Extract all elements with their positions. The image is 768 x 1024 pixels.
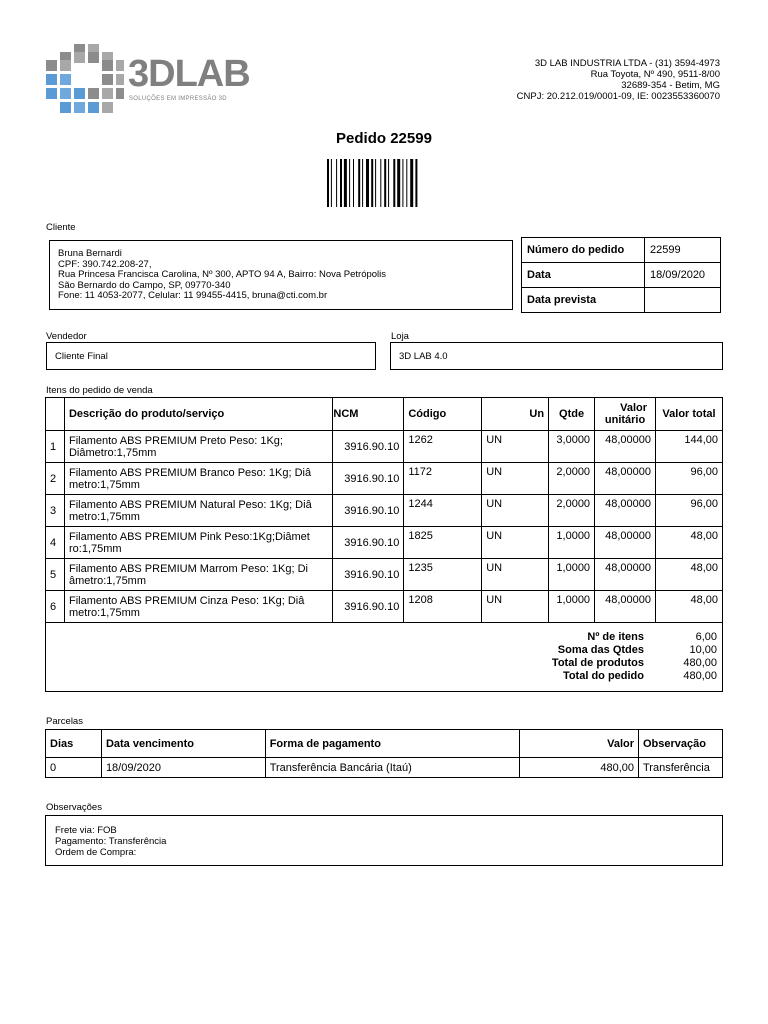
order-number-label: Número do pedido [522,238,645,263]
item-code: 1208 [404,591,482,623]
installment-value: 480,00 [520,758,639,778]
totals-qty-value: 10,00 [689,644,717,656]
installment-method: Transferência Bancária (Itaú) [265,758,520,778]
col-value: Valor [520,730,639,758]
item-unit: UN [482,495,549,527]
logo-cube [116,88,124,99]
col-qty: Qtde [549,398,595,431]
barcode-bar [393,159,395,207]
item-number: 2 [46,463,65,495]
item-description-line1: Filamento ABS PREMIUM Pink Peso:1Kg;Diâmet [68,530,310,543]
totals-count-row [417,631,717,644]
page-title: Pedido 22599 [336,130,432,147]
item-description [64,527,332,559]
installments-table [45,729,723,778]
logo-cube [74,88,85,99]
barcode-image [327,159,440,207]
client-name: Bruna Bernardi [58,248,122,259]
item-qty: 1,0000 [549,559,595,591]
items-label: Itens do pedido de venda [46,385,153,396]
item-total: 96,00 [656,463,723,495]
seller-value: Cliente Final [55,351,108,362]
installment-row [46,758,723,778]
logo-cube [116,74,124,85]
item-unit: UN [482,591,549,623]
col-description-label: Descrição do produto/serviço [68,408,225,420]
totals-products-row [417,657,717,670]
item-description [64,591,332,623]
item-row [46,591,723,623]
installments-label: Parcelas [46,716,83,727]
item-ncm: 3916.90.10 [333,463,404,495]
logo-cube [88,88,99,99]
client-label: Cliente [46,222,76,233]
item-code: 1235 [404,559,482,591]
item-description-line1: Filamento ABS PREMIUM Preto Peso: 1Kg; [68,434,283,447]
barcode-bar [415,159,417,207]
item-qty: 2,0000 [549,495,595,527]
item-description [64,431,332,463]
item-number: 4 [46,527,65,559]
logo-cube [46,74,57,85]
logo-cube [102,102,113,113]
logo-cube [88,52,99,63]
order-date-value: 18/09/2020 [645,263,721,288]
item-unit: UN [482,431,549,463]
item-total: 48,00 [656,559,723,591]
item-number: 3 [46,495,65,527]
barcode-bar [371,159,373,207]
item-number: 6 [46,591,65,623]
totals-box [45,622,723,692]
item-unit-value: 48,00000 [595,559,656,591]
item-total: 48,00 [656,527,723,559]
item-code: 1172 [404,463,482,495]
items-header-row [46,398,723,431]
barcode-bar [406,159,407,207]
order-number-value: 22599 [645,238,721,263]
item-ncm: 3916.90.10 [333,431,404,463]
store-label: Loja [391,331,409,342]
item-qty: 2,0000 [549,463,595,495]
col-un: Un [482,398,549,431]
item-total: 48,00 [656,591,723,623]
col-due-date: Data vencimento [101,730,265,758]
item-description-line1: Filamento ABS PREMIUM Branco Peso: 1Kg; Diâ [68,466,312,479]
client-phone: Fone: 11 4053-2077, Celular: 11 99455-4415, bruna@cti.com.br [58,290,328,301]
notes-line-1: Frete via: FOB [55,825,117,836]
barcode-bar [380,159,381,207]
item-number: 1 [46,431,65,463]
expected-date-value [645,288,721,313]
barcode-bar [344,159,347,207]
totals-products-value: 480,00 [683,657,717,669]
item-row [46,495,723,527]
item-description [64,463,332,495]
item-ncm: 3916.90.10 [333,559,404,591]
logo-cube [60,74,71,85]
item-code: 1262 [404,431,482,463]
col-note: Observação [639,730,723,758]
logo-cube [116,60,124,71]
item-description-line1: Filamento ABS PREMIUM Natural Peso: 1Kg; Diâ [68,498,312,511]
installment-days: 0 [46,758,102,778]
item-qty: 1,0000 [549,527,595,559]
client-cpf: CPF: 390.742.208-27, [58,258,152,270]
totals-qty-row [417,644,717,657]
item-ncm: 3916.90.10 [333,527,404,559]
order-date-label: Data [522,263,645,288]
col-ncm [333,398,404,431]
barcode-bar [388,159,389,207]
client-box [49,240,513,310]
logo-cube [46,60,57,71]
logo-cube [46,88,57,99]
totals-count-label: Nº de itens [587,631,644,643]
item-description-line2: ro:1,75mm [68,542,122,555]
client-address: Rua Princesa Francisca Carolina, Nº 300, APTO 94 A, Bairro: Nova Petrópolis [58,269,387,280]
col-description [64,398,332,431]
logo-tagline: SOLUÇÕES EM IMPRESSÃO 3D [129,96,227,102]
company-line-2: Rua Toyota, Nº 490, 9511-8/00 [590,69,720,80]
installment-due: 18/09/2020 [101,758,265,778]
item-description-line2: metro:1,75mm [68,478,140,491]
installment-note: Transferência [639,758,723,778]
col-unit-value-line2: unitário [604,414,646,426]
item-unit-value: 48,00000 [595,527,656,559]
item-ncm: 3916.90.10 [333,591,404,623]
notes-line-3: Ordem de Compra: [55,847,137,858]
col-total: Valor total [656,398,723,431]
barcode-bar [402,159,403,207]
company-logo [44,44,124,123]
company-info [517,58,720,102]
logo-cube [74,102,85,113]
item-description-line2: metro:1,75mm [68,606,140,619]
barcode-bar [375,159,376,207]
order-info-table [521,237,721,313]
totals-order-value: 480,00 [683,670,717,682]
item-description-line1: Filamento ABS PREMIUM Cinza Peso: 1Kg; Diâ [68,594,305,607]
barcode-bar [327,159,329,207]
barcode-bar [384,159,386,207]
item-total: 96,00 [656,495,723,527]
totals-count-value: 6,00 [695,631,717,643]
item-row [46,559,723,591]
item-code: 1244 [404,495,482,527]
barcode-bar [340,159,342,207]
seller-label: Vendedor [46,331,87,342]
store-box [390,342,723,370]
barcode-bar [410,159,413,207]
item-unit-value: 48,00000 [595,463,656,495]
notes-label: Observações [46,802,102,813]
item-qty: 1,0000 [549,591,595,623]
logo-cube [102,88,113,99]
store-value: 3D LAB 4.0 [399,351,448,362]
totals-qty-label: Soma das Qtdes [557,644,644,656]
expected-date-label: Data prevista [522,288,645,313]
item-description [64,559,332,591]
item-unit: UN [482,527,549,559]
company-line-4: CNPJ: 20.212.019/0001-09, IE: 0023553360070 [516,91,720,102]
company-line-3: 32689-354 - Betim, MG [621,80,720,91]
logo-cube [74,52,85,63]
notes-line-2: Pagamento: Transferência [55,836,167,847]
logo-cube [60,60,71,71]
totals-order-row [417,670,717,683]
barcode-bar [397,159,400,207]
item-unit-value: 48,00000 [595,591,656,623]
col-days: Dias [46,730,102,758]
col-code: Código [404,398,482,431]
barcode-bar [349,159,350,207]
barcode-bar [358,159,360,207]
item-description-line2: metro:1,75mm [68,510,140,523]
items-table [45,397,723,623]
client-city: São Bernardo do Campo, SP, 09770-340 [58,279,231,291]
logo-cube [88,102,99,113]
company-line-1: 3D LAB INDUSTRIA LTDA - (31) 3594-4973 [534,58,720,69]
barcode-bar [331,159,332,207]
logo-cube [60,102,71,113]
installments-header-row [46,730,723,758]
col-num [46,398,65,431]
totals-products-label: Total de produtos [551,657,644,669]
logo-cube [60,88,71,99]
barcode-bar [362,159,363,207]
col-unit-value-line1: Valor [620,402,648,414]
item-description-line1: Filamento ABS PREMIUM Marrom Peso: 1Kg; Di [68,562,308,575]
item-description-line2: Diâmetro:1,75mm [68,446,157,459]
barcode-bar [336,159,337,207]
item-row [46,463,723,495]
notes-box [45,815,723,866]
item-description [64,495,332,527]
barcode-bar [366,159,369,207]
item-unit: UN [482,463,549,495]
item-description-line2: âmetro:1,75mm [68,574,147,587]
item-unit-value: 48,00000 [595,431,656,463]
item-total: 144,00 [656,431,723,463]
logo-wordmark: 3DLAB [128,53,250,95]
col-payment-method: Forma de pagamento [265,730,520,758]
barcode-bar [353,159,354,207]
item-row [46,431,723,463]
item-unit-value: 48,00000 [595,495,656,527]
seller-box [46,342,376,370]
totals-order-label: Total do pedido [562,670,644,682]
cube-cluster-icon [44,44,124,118]
item-unit: UN [482,559,549,591]
logo-cube [102,74,113,85]
item-qty: 3,0000 [549,431,595,463]
item-row [46,527,723,559]
col-ncm-label: NCM [333,408,359,420]
logo-cube [102,60,113,71]
item-number: 5 [46,559,65,591]
item-code: 1825 [404,527,482,559]
item-ncm: 3916.90.10 [333,495,404,527]
col-unit-value [595,398,656,431]
